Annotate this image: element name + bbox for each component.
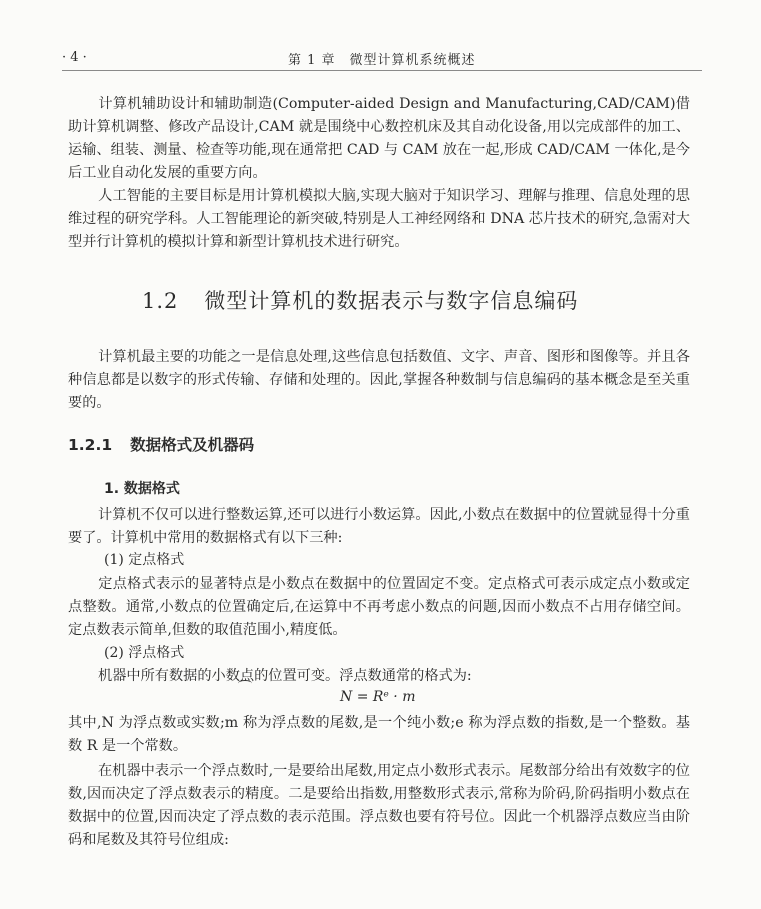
paragraph-float-definition: 其中,N 为浮点数或实数;m 称为浮点数的尾数,是一个纯小数;e 称为浮点数的指数,是一个整数。基数 R 是一个常数。 (68, 715, 690, 754)
section-title (142, 285, 578, 315)
section-title-text: 微型计算机的数据表示与数字信息编码 (204, 289, 579, 313)
subsection-title (68, 433, 254, 455)
float-formula: N = Rᵉ · m (340, 689, 416, 705)
page-header (62, 46, 702, 71)
paragraph-float-representation: 在机器中表示一个浮点数时,一是要给出尾数,用定点小数形式表示。尾数部分给出有效数字的位数,因而决定了浮点数表示的精度。二是要给出指数,用整数形式表示,常称为阶码,阶码指明小数点在数据中的位置,因而决定了浮点数的表示范围。浮点数也要有符号位。因此一个机器浮点数应当由阶码和尾数及其符号位组成: (68, 763, 690, 848)
paragraph-cad-cam: 计算机辅助设计和辅助制造(Computer-aided Design and Manufacturing,CAD/CAM)借助计算机调整、修改产品设计,CAM 就是围绕中心数控机床及其自动化设备,用以完成部件的加工、运输、组装、测量、检查等功能,现在通常把 CAD 与 CAM 放在一起,形成 CAD/CAM 一体化,是今后工业自动化发展的重要方向。 (68, 96, 690, 181)
paragraph-ai: 人工智能的主要目标是用计算机模拟大脑,实现大脑对于知识学习、理解与推理、信息处理的思维过程的研究学科。人工智能理论的新突破,特别是人工神经网络和 DNA 芯片技术的研究,急需对大型并行计算机的模拟计算和新型计算机技术进行研究。 (68, 188, 690, 250)
paragraph-fixed-point: 定点格式表示的显著特点是小数点在数据中的位置固定不变。定点格式可表示成定点小数或定点整数。通常,小数点的位置确定后,在运算中不再考虑小数点的问题,因而小数点不占用存储空间。定点数表示简单,但数的取值范围小,精度低。 (68, 576, 690, 638)
item-title: 1. 数据格式 (104, 481, 180, 497)
paragraph-data-format: 计算机不仅可以进行整数运算,还可以进行小数运算。因此,小数点在数据中的位置就显得十分重要了。计算机中常用的数据格式有以下三种: (68, 507, 690, 546)
paragraph-float-intro: 机器中所有数据的小数点的位置可变。浮点数通常的格式为: (98, 668, 472, 684)
sub-item-float: (2) 浮点格式 (104, 645, 185, 661)
subsection-number: 1.2.1 (68, 436, 113, 454)
overarc-mark (238, 680, 252, 687)
sub-item-fixed: (1) 定点格式 (104, 552, 185, 568)
running-title: 第 1 章 微型计算机系统概述 (288, 53, 476, 68)
section-number: 1.2 (142, 289, 179, 313)
paragraph-intro: 计算机最主要的功能之一是信息处理,这些信息包括数值、文字、声音、图形和图像等。并且各种信息都是以数字的形式传输、存储和处理的。因此,掌握各种数制与信息编码的基本概念是至关重要的。 (68, 349, 690, 411)
page-number: · 4 · (62, 50, 87, 65)
subsection-title-text: 数据格式及机器码 (130, 436, 255, 454)
